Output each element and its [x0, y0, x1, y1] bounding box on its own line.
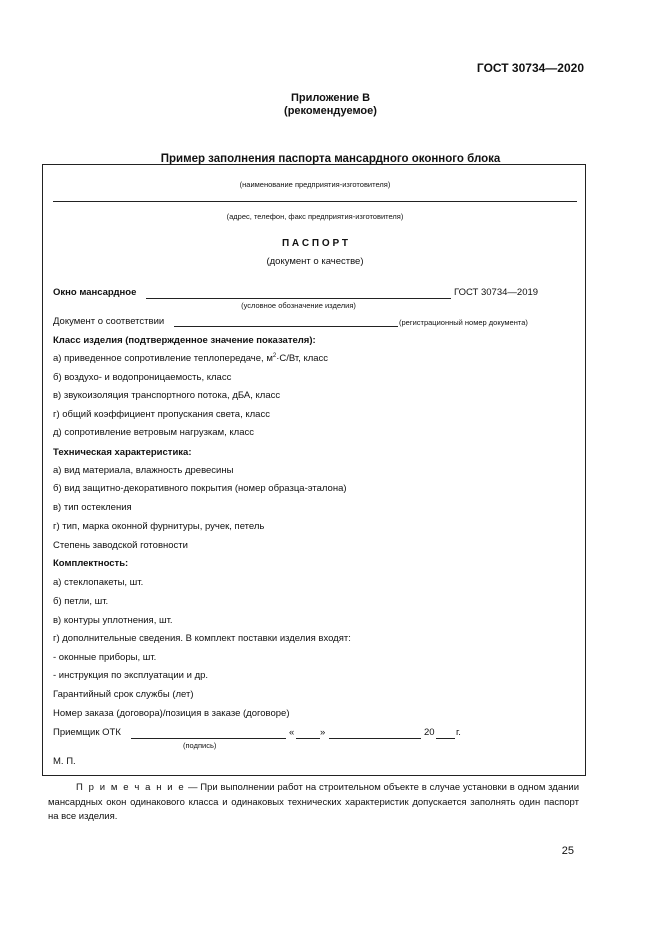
tech-item: б) вид защитно-декоративного покрытия (номер образца-эталона)	[53, 483, 347, 494]
month-line	[329, 738, 421, 739]
appendix-title: Приложение В	[290, 92, 371, 104]
maker-address-line	[53, 201, 577, 202]
signature-caption: (подпись)	[183, 741, 217, 750]
page-number: 25	[561, 845, 574, 857]
day-line	[296, 738, 320, 739]
quote-close: »	[320, 727, 326, 738]
set-item: - оконные приборы, шт.	[53, 652, 157, 663]
class-item-a: а) приведенное сопротивление теплопередаче, $м^2\cdot С/Вт$, класс	[53, 353, 329, 365]
warranty-label: Гарантийный срок службы (лет)	[53, 689, 194, 700]
window-label: Окно мансардное	[53, 287, 137, 298]
passport-title: П А С П О Р Т	[281, 238, 349, 249]
tech-item: Степень заводской готовности	[53, 540, 188, 551]
tech-item: г) тип, марка оконной фурнитуры, ручек, петель	[53, 521, 265, 532]
set-item: г) дополнительные сведения. В комплект поставки изделия входят:	[53, 633, 351, 644]
set-item: а) стеклопакеты, шт.	[53, 577, 144, 588]
year-line	[436, 738, 455, 739]
maker-name-caption: (наименование предприятия-изготовителя)	[239, 180, 391, 189]
class-item-b: б) воздухо- и водопроницаемость, класс	[53, 372, 232, 383]
designation-line	[146, 298, 451, 299]
conformity-caption: (регистрационный номер документа)	[399, 318, 528, 327]
year-suffix: г.	[456, 727, 461, 738]
standard-header: ГОСТ 30734—2020	[476, 61, 584, 75]
inspector-label: Приемщик ОТК	[53, 727, 121, 738]
designation-caption: (условное обозначение изделия)	[241, 301, 356, 310]
stamp-label: М. П.	[53, 756, 76, 767]
tech-item: в) тип остекления	[53, 502, 132, 513]
window-standard: ГОСТ 30734—2019	[454, 287, 539, 298]
appendix-subtitle: (рекомендуемое)	[284, 105, 377, 117]
class-item-e: д) сопротивление ветровым нагрузкам, класс	[53, 427, 254, 438]
set-heading: Комплектность:	[53, 558, 129, 569]
form-title: Пример заполнения паспорта мансардного оконного блока	[160, 153, 501, 165]
class-item-d: г) общий коэффициент пропускания света, класс	[53, 409, 270, 420]
class-item-c: в) звукоизоляция транспортного потока, дБА, класс	[53, 390, 281, 401]
signature-line	[131, 738, 286, 739]
tech-item: а) вид материала, влажность древесины	[53, 465, 234, 476]
conformity-label: Документ о соответствии	[53, 316, 165, 327]
set-item: в) контуры уплотнения, шт.	[53, 615, 173, 626]
note	[48, 781, 579, 825]
note-text: — При выполнении работ на строительном объекте в случае установки в одном здании мансардных окон одинакового класса и одинаковых технических характеристик допускается заполнять один паспорт на все изделия.	[48, 782, 579, 822]
class-heading: Класс изделия (подтвержденное значение показателя):	[53, 335, 316, 346]
note-label: П р и м е ч а н и е	[76, 782, 186, 793]
passport-form	[42, 164, 586, 776]
set-item: - инструкция по эксплуатации и др.	[53, 670, 209, 681]
quote-open: «	[289, 727, 295, 738]
order-number-label: Номер заказа (договора)/позиция в заказе (договоре)	[53, 708, 290, 719]
passport-subtitle: (документ о качестве)	[266, 256, 364, 267]
tech-heading: Техническая характеристика:	[53, 447, 192, 458]
year-prefix: 20	[424, 727, 435, 738]
maker-address-caption: (адрес, телефон, факс предприятия-изготовителя)	[226, 212, 404, 221]
conformity-line	[174, 326, 398, 327]
set-item: б) петли, шт.	[53, 596, 109, 607]
